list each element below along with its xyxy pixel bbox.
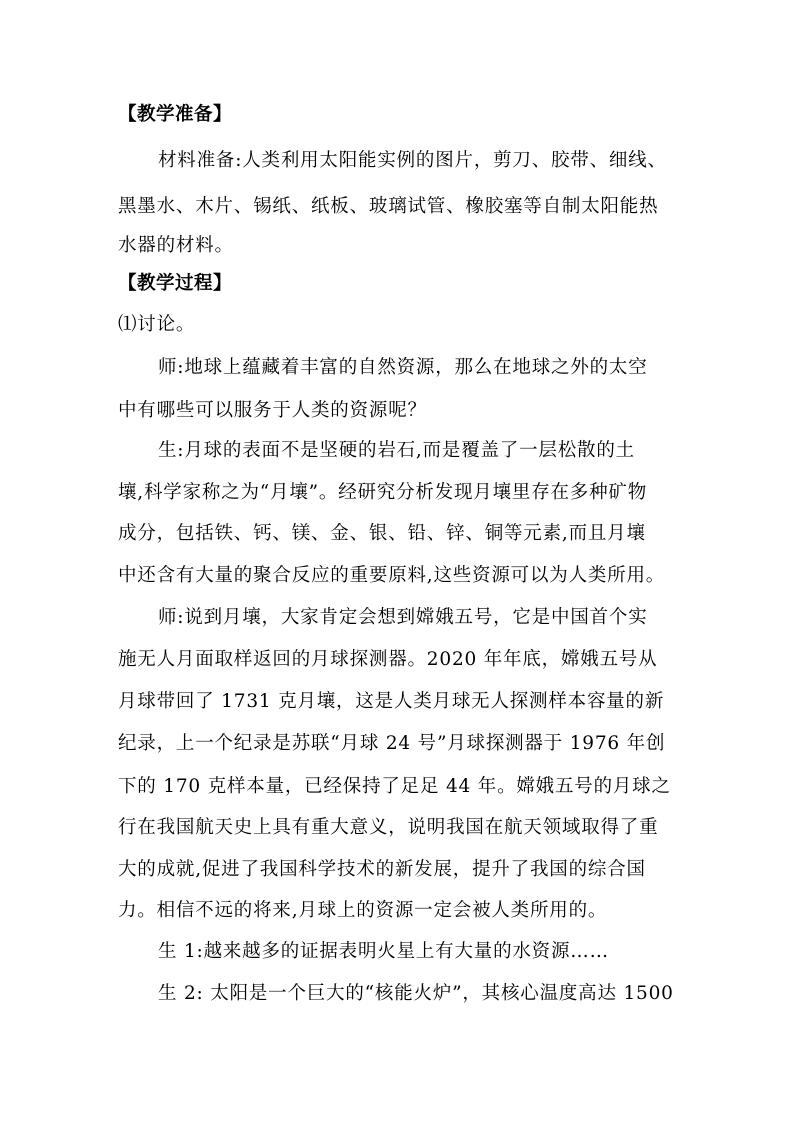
paragraph-3-line-4: 纪录，上一个纪录是苏联“月球 24 号”月球探测器于 1976 年创	[118, 733, 666, 754]
paragraph-4-line-1: 生 1:越来越多的证据表明火星上有大量的水资源……	[158, 941, 609, 962]
paragraph-3-line-7: 大的成就,促进了我国科学技术的新发展，提升了我国的综合国	[118, 859, 646, 880]
paragraph-5-line-1: 生 2: 太阳是一个巨大的“核能火炉”，其核心温度高达 1500	[158, 983, 674, 1004]
preparation-line-3: 水器的材料。	[118, 235, 234, 256]
preparation-line-1: 材料准备:人类利用太阳能实例的图片，剪刀、胶带、细线、	[158, 150, 667, 171]
paragraph-2-line-3: 成分，包括铁、钙、镁、金、银、铅、锌、铜等元素,而且月壤	[118, 523, 646, 544]
paragraph-1-line-2: 中有哪些可以服务于人类的资源呢？	[118, 400, 427, 421]
paragraph-2-line-1: 生:月球的表面不是坚硬的岩石,而是覆盖了一层松散的土	[158, 440, 635, 461]
paragraph-3-line-2: 施无人月面取样返回的月球探测器。2020 年年底，嫦娥五号从	[118, 649, 658, 670]
preparation-line-2: 黑墨水、木片、锡纸、纸板、玻璃试管、橡胶塞等自制太阳能热	[118, 196, 659, 217]
paragraph-2-line-4: 中还含有大量的聚合反应的重要原料,这些资源可以为人类所用。	[118, 565, 666, 586]
paragraph-1-line-1: 师:地球上蕴藏着丰富的自然资源，那么在地球之外的太空	[158, 357, 648, 378]
paragraph-3-line-8: 力。相信不远的将来,月球上的资源一定会被人类所用的。	[118, 900, 608, 921]
paragraph-3-line-5: 下的 170 克样本量，已经保持了足足 44 年。嫦娥五号的月球之	[118, 776, 671, 797]
paragraph-2-line-2: 壤,科学家称之为“月壤”。经研究分析发现月壤里存在多种矿物	[118, 482, 647, 503]
paragraph-3-line-6: 行在我国航天史上具有重大意义，说明我国在航天领域取得了重	[118, 817, 659, 838]
section-heading-process: 【教学过程】	[118, 273, 233, 294]
step-label: ⑴讨论。	[118, 314, 196, 335]
paragraph-3-line-1: 师:说到月壤，大家肯定会想到嫦娥五号，它是中国首个实	[158, 607, 648, 628]
section-heading-preparation: 【教学准备】	[118, 104, 233, 125]
paragraph-3-line-3: 月球带回了 1731 克月壤，这是人类月球无人探测样本容量的新	[118, 691, 665, 712]
